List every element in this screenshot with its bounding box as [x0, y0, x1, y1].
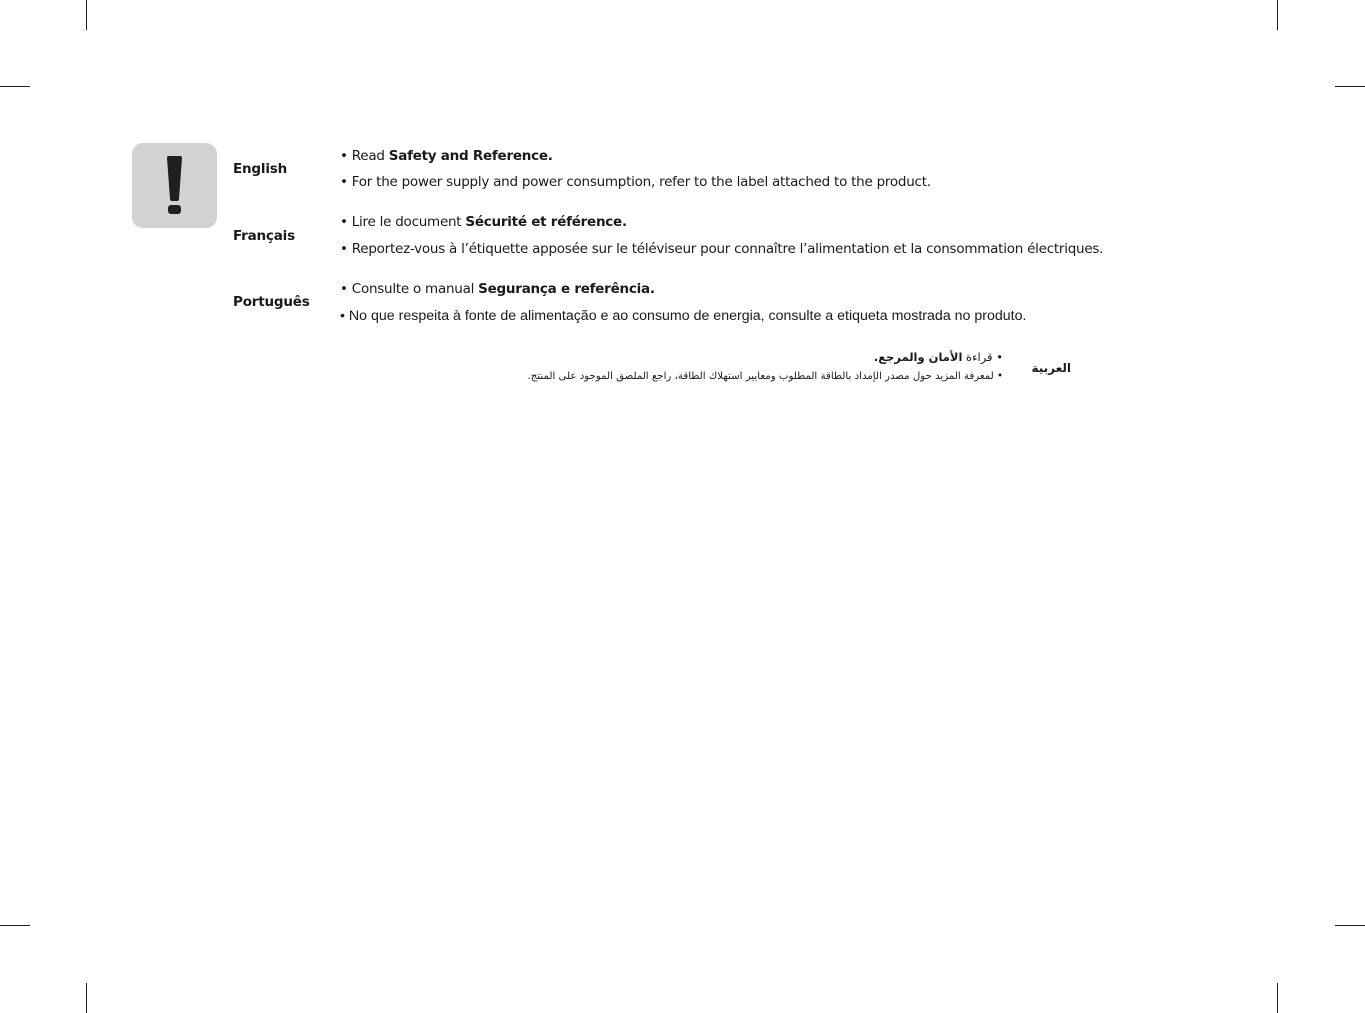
- bullet: •: [340, 174, 352, 190]
- document-title-bold: الأمان والمرجع.: [873, 350, 963, 364]
- line-prefix: Read: [351, 148, 389, 164]
- document-title-bold: Sécurité et référence.: [465, 214, 627, 230]
- arabic-line-read-safety: [874, 350, 1003, 364]
- line-text: لمعرفة المزيد حول مصدر الإمداد بالطاقة المطلوب ومعايير استهلاك الطاقة، راجع الملصق الموجود على المنتج.: [527, 371, 994, 382]
- francais-line-read-safety: [340, 214, 627, 230]
- bullet: •: [992, 350, 1003, 364]
- document-title-bold: Segurança e referência.: [478, 281, 655, 297]
- francais-line-power-supply: [340, 241, 1103, 257]
- crop-mark-bottom-left-horizontal: [0, 925, 30, 926]
- bullet: •: [340, 148, 352, 164]
- crop-mark-top-left-vertical: [86, 0, 87, 30]
- portugues-line-power-supply: [340, 308, 1026, 324]
- language-label-portugues: Português: [233, 294, 310, 310]
- line-text: Reportez-vous à l’étiquette apposée sur le téléviseur pour connaître l’alimentation et la consommation électriques.: [351, 241, 1104, 257]
- portugues-line-read-safety: [340, 281, 655, 297]
- bullet: •: [993, 371, 1003, 382]
- crop-mark-bottom-left-vertical: [86, 983, 87, 1013]
- crop-mark-top-left-horizontal: [0, 86, 30, 87]
- bullet: •: [340, 214, 352, 230]
- warning-box: [132, 143, 217, 228]
- language-label-english: English: [233, 161, 287, 177]
- crop-mark-top-right-vertical: [1277, 0, 1278, 30]
- bullet: •: [340, 308, 349, 324]
- document-title-bold: Safety and Reference.: [388, 148, 553, 164]
- english-line-power-supply: [340, 174, 931, 190]
- crop-mark-top-right-horizontal: [1335, 86, 1365, 87]
- line-text: No que respeita à fonte de alimentação e ao consumo de energia, consulte a etiqueta mostrada no produto.: [348, 308, 1027, 324]
- exclamation-mark-icon: [132, 143, 217, 228]
- line-prefix: Lire le document: [351, 214, 466, 230]
- language-label-arabic: العربية: [1031, 361, 1071, 375]
- line-prefix: قراءة: [962, 350, 993, 364]
- crop-mark-bottom-right-vertical: [1277, 983, 1278, 1013]
- bullet: •: [340, 281, 352, 297]
- line-text: For the power supply and power consumption, refer to the label attached to the product.: [351, 174, 931, 190]
- arabic-line-power-supply: [527, 371, 1003, 382]
- english-line-read-safety: [340, 148, 553, 164]
- crop-mark-bottom-right-horizontal: [1335, 925, 1365, 926]
- language-label-francais: Français: [233, 228, 295, 244]
- line-prefix: Consulte o manual: [351, 281, 479, 297]
- bullet: •: [340, 241, 352, 257]
